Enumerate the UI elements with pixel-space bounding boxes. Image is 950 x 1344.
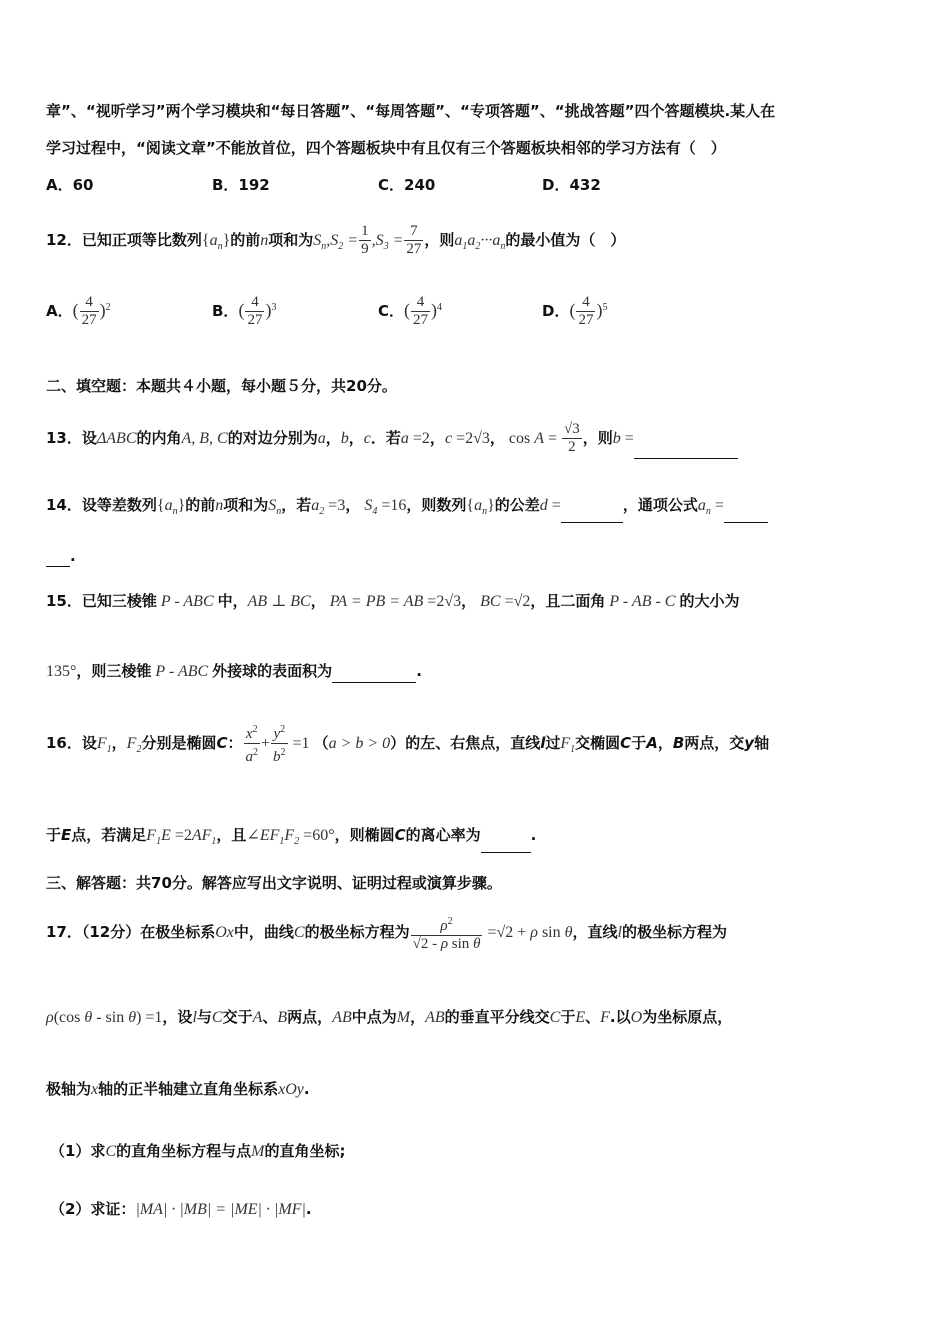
q17-text: 与 — [196, 1008, 212, 1026]
q15-stem-line2: 135°，则三棱锥 P - ABC 外接球的表面积为 . — [46, 660, 422, 683]
q17-text: 于 — [560, 1008, 576, 1026]
q15-text: ，且二面角 — [530, 592, 606, 610]
frac-num: 4 — [245, 294, 264, 312]
q17-part2: （2）求证：|MA| · |MB| = |ME| · |MF|. — [50, 1200, 312, 1218]
option-label: B． — [212, 302, 239, 320]
exponent: 4 — [437, 302, 443, 313]
q11-option-d: D．432 — [542, 176, 601, 194]
var-n: n — [260, 232, 269, 249]
q12-text: 项和为 — [268, 231, 314, 249]
frac-x2-a2: $\frac{x^2}{a^2}$ — [244, 721, 261, 766]
q12-number: 12．已知正项等比数列 — [46, 231, 202, 249]
q13-text: ．若 — [370, 429, 401, 447]
option-label: A． — [46, 302, 73, 320]
q17-text: ，直线 — [572, 923, 618, 941]
q15-text: ，则三棱锥 — [76, 662, 152, 680]
q16-text: 于 — [46, 826, 62, 844]
q14-d-blank[interactable] — [561, 504, 623, 523]
q17-stem-line3: 极轴为x轴的正半轴建立直角坐标系xOy. — [46, 1080, 310, 1098]
seq-an: $\{a_n\}$ — [201, 232, 231, 253]
q15-text: 的大小为 — [679, 592, 740, 610]
frac-1-9: $\frac{1}{9}$ — [361, 223, 369, 257]
frac-y2-b2: $\frac{y^2}{b^2}$ — [271, 721, 288, 766]
option-label: C． — [378, 302, 405, 320]
q16-text: ，且 — [216, 826, 247, 844]
q11-option-a: A．60 — [46, 176, 94, 194]
q14-blank-cont: . — [46, 545, 76, 567]
q15-text: 中， — [217, 592, 248, 610]
q14-text: ，通项公式 — [622, 496, 698, 514]
q17-stem-line1: 17．（12分）在极坐标系Ox中，曲线C的极坐标方程为 $\frac{\rho^2}{\text{√2 - ρ sin θ}}$ =√2 + ρ sin θ，直线l的极坐标方程为 — [46, 906, 727, 959]
q11-option-c: C．240 — [378, 176, 436, 194]
q14-text: 的前 — [185, 496, 216, 514]
option-label: D． — [542, 302, 570, 320]
frac-num: 4 — [80, 294, 99, 312]
q14-text: 的公差 — [494, 496, 540, 514]
q14-stem: 14．设等差数列$\{a_n\}$的前n项和为$S_n$，若$a_2 =3$， $S_4 =16$，则数列$\{a_n\}$的公差d = ，通项公式$a_n$ = — [46, 494, 768, 523]
q14-text: ，若 — [281, 496, 312, 514]
q16-text: 分别是椭圆 — [141, 734, 217, 752]
q13-text: ，则 — [582, 429, 613, 447]
exponent: 2 — [105, 302, 111, 313]
q16-text: 点，若满足 — [71, 826, 147, 844]
product-formula: $a_1a_2\cdot\cdot\cdot a_n$ — [454, 232, 506, 253]
frac-num: 4 — [576, 294, 595, 312]
q16-stem-line1: 16．设$F_1$，$F_2$分别是椭圆C： $\frac{x^2}{a^2}$ + $\frac{y^2}{b^2}$ =1 （a > b > 0）的左、右焦点，直线l过$F_1$交椭圆C于A，B两点，交y轴 — [46, 718, 769, 775]
q16-answer-blank[interactable] — [481, 834, 531, 853]
q17-text: 交于 — [222, 1008, 253, 1026]
frac-7-27: $\frac{7}{27}$ — [406, 223, 422, 257]
q14-an-blank-cont[interactable] — [46, 548, 70, 567]
q14-text: 项和为 — [223, 496, 269, 514]
q17-number: 17．（12分）在极坐标系 — [46, 923, 216, 941]
frac-den: 27 — [413, 312, 429, 328]
q12-text: ，则 — [424, 231, 455, 249]
q17-text: 的垂直平分线交 — [444, 1008, 550, 1026]
q15-answer-blank[interactable] — [332, 664, 416, 683]
q16-text: 的左、右焦点，直线 — [405, 734, 541, 752]
q15-stem-line1: 15．已知三棱锥 P - ABC 中，AB ⊥ BC， PA = PB = AB =2√3， BC =√2，且二面角 P - AB - C 的大小为 — [46, 592, 740, 610]
q12-stem: 12．已知正项等比数列$\{a_n\}$的前n项和为$S_n,S_2$ = $\frac{1}{9}$ $,S_3$ = $\frac{7}{27}$ ，则$a_1a_2\cdot\cdot\cdot a_n$的最小值为（ ） — [46, 223, 626, 257]
q16-number: 16．设 — [46, 734, 97, 752]
q12-text: 的前 — [230, 231, 261, 249]
q12-option-a: A．( $\frac{4}{27}$ )$^2$ — [46, 294, 111, 328]
q17-part1: （1）求C的直角坐标方程与点M的直角坐标; — [50, 1142, 346, 1160]
q17-text: 的直角坐标方程与点 — [116, 1142, 252, 1160]
q17-part2-label: （2）求证： — [50, 1200, 136, 1218]
q17-text: 轴的正半轴建立直角坐标系 — [98, 1080, 279, 1098]
frac-sqrt3-2: $\frac{√3}{2}$ — [564, 421, 580, 455]
q17-part1-label: （1）求 — [50, 1142, 106, 1160]
q17-text: 两点， — [287, 1008, 333, 1026]
q16-text: 轴 — [754, 734, 770, 752]
q13-text: 的内角 — [136, 429, 182, 447]
q16-text: 的离心率为 — [405, 826, 481, 844]
q17-stem-line2: ρ(cos θ - sin θ) =1，设l与C交于A、B两点，AB中点为M，AB的垂直平分线交C于E、F.以O为坐标原点， — [46, 1008, 733, 1026]
q13-answer-blank[interactable] — [634, 440, 738, 459]
q16-text: 两点，交 — [684, 734, 745, 752]
q17-text: .以 — [609, 1008, 631, 1026]
q14-text: ，则数列 — [406, 496, 467, 514]
q17-text: 的直角坐标; — [264, 1142, 346, 1160]
exponent: 3 — [271, 302, 277, 313]
frac-den: 27 — [247, 312, 263, 328]
q16-text: 过 — [545, 734, 561, 752]
q13-stem: 13．设ΔABC的内角A, B, C的对边分别为a，b，c．若a =2，c =2√3， cos A = $\frac{√3}{2}$ ，则b = — [46, 418, 738, 459]
q16-text: ，则椭圆 — [334, 826, 395, 844]
q17-text: 为坐标原点， — [642, 1008, 733, 1026]
triangle-abc: ΔABC — [96, 430, 137, 447]
q17-text: ，设 — [162, 1008, 193, 1026]
q17-text: 中，曲线 — [233, 923, 294, 941]
section-fill-in-heading: 二、填空题：本题共４小题，每小题５分，共20分。 — [46, 377, 397, 395]
q12-option-c: C．( $\frac{4}{27}$ )$^4$ — [378, 294, 443, 328]
q11-line1: 章”、“视听学习”两个学习模块和“每日答题”、“每周答题”、“专项答题”、“挑战答题”四个答题模块.某人在 — [46, 102, 776, 120]
q12-text: 的最小值为（ ） — [505, 231, 626, 249]
q14-an-blank[interactable] — [724, 504, 768, 523]
q17-text: 的极坐标方程为 — [621, 923, 727, 941]
frac-rho2: $\frac{\rho^2}{\text{√2 - ρ sin θ}}$ — [411, 913, 483, 953]
q17-text: 中点为 — [351, 1008, 397, 1026]
exponent: 5 — [602, 302, 608, 313]
frac-den: 27 — [578, 312, 594, 328]
q16-text: 于 — [631, 734, 647, 752]
q12-option-d: D．( $\frac{4}{27}$ )$^5$ — [542, 294, 608, 328]
q11-option-b: B．192 — [212, 176, 270, 194]
q15-text: 外接球的表面积为 — [212, 662, 333, 680]
q14-number: 14．设等差数列 — [46, 496, 157, 514]
q16-stem-line2: 于E点，若满足$F_1E =2AF_1$，且$\angle EF_1F_2 =60^\circ$，则椭圆C的离心率为 . — [46, 824, 536, 853]
q11-line2: 学习过程中，“阅读文章”不能放首位，四个答题板块中有且仅有三个答题板块相邻的学习方法有（ ） — [46, 139, 726, 157]
section-solve-heading: 三、解答题：共70分。解答应写出文字说明、证明过程或演算步骤。 — [46, 874, 502, 892]
q13-text: 的对边分别为 — [227, 429, 318, 447]
q16-text: 交椭圆 — [575, 734, 621, 752]
q12-option-b: B．( $\frac{4}{27}$ )$^3$ — [212, 294, 277, 328]
q13-number: 13．设 — [46, 429, 97, 447]
q17-text: 的极坐标方程为 — [304, 923, 410, 941]
frac-num: 4 — [411, 294, 430, 312]
q17-text: 极轴为 — [46, 1080, 92, 1098]
q15-number: 15．已知三棱锥 — [46, 592, 157, 610]
frac-den: 27 — [81, 312, 97, 328]
sum-formula: $S_n,S_2$ = — [313, 232, 359, 253]
